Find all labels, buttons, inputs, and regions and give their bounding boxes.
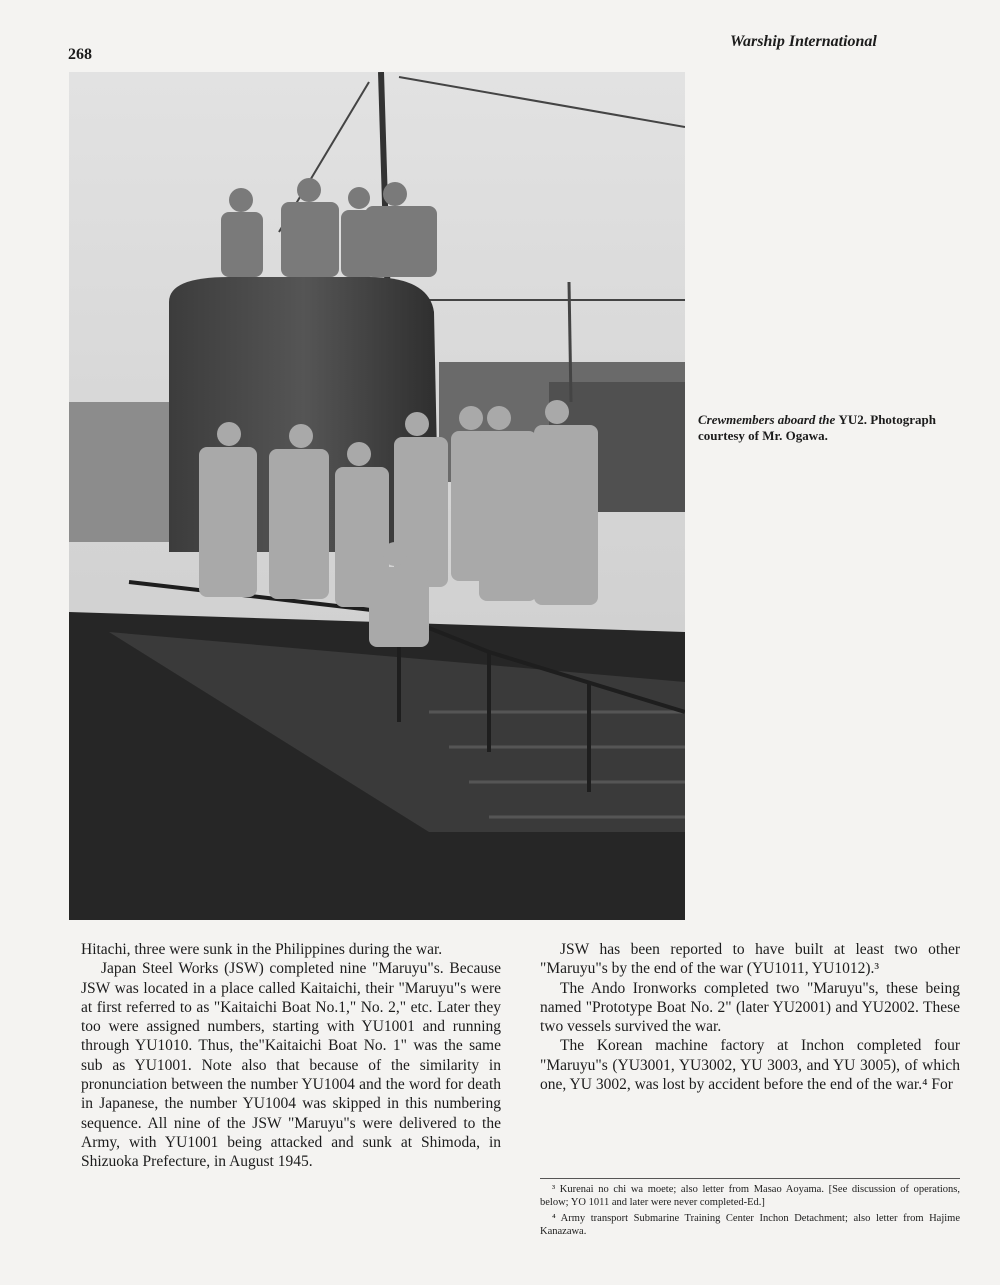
left-paragraph-1: Hitachi, three were sunk in the Philippines during the war. xyxy=(81,941,443,958)
page-number: 268 xyxy=(68,46,92,63)
caption-text-1: Crewmembers aboard the xyxy=(698,412,839,427)
photo-caption xyxy=(698,412,958,444)
photograph-submarine-crew-icon xyxy=(69,72,685,920)
right-paragraph-2: The Ando Ironworks completed two "Maruyu"s, these being named "Prototype Boat No. 2" (later YU2001) and YU2002. These two vessels survived the war. xyxy=(540,979,960,1036)
footnotes xyxy=(540,1178,960,1241)
footnote-4: ⁴ Army transport Submarine Training Center Inchon Detachment; also letter from Hajime Kanazawa. xyxy=(540,1213,960,1237)
right-column xyxy=(540,940,960,1094)
left-paragraph-2: Japan Steel Works (JSW) completed nine "Maruyu"s. Because JSW was located in a place called Kaitaichi, their "Maruyu"s were at first referred to as "Kaitaichi Boat No.1," No. 2," etc. Later they too were assigned numbers, starting with YU1001 and running through YU1010. Thus, the"Kaitaichi Boat No. 1" was the same sub as YU1001. Note also that because of the similarity in pronunciation between the number YU1004 and the word for death in Japanese, the number YU1004 was skipped in this numbering sequence. All nine of the JSW "Maruyu"s were delivered to the Army, with YU1001 being attacked and sunk at Shimoda, in Shizuoka Prefecture, in August 1945. xyxy=(81,960,501,1171)
right-paragraph-1: JSW has been reported to have built at least two other "Maruyu"s by the end of the war (YU1011, YU1012).³ xyxy=(540,941,960,978)
submarine-crew-photo xyxy=(69,72,685,920)
left-column xyxy=(81,940,501,1172)
footnote-divider xyxy=(540,1178,960,1179)
right-paragraph-3: The Korean machine factory at Inchon completed four "Maruyu"s (YU3001, YU3002, YU 3003, and YU 3005), of which one, YU 3002, was lost by accident before the end of the war.⁴ For xyxy=(540,1037,960,1094)
caption-ship-name: YU2. xyxy=(838,412,868,427)
footnote-3: ³ Kurenai no chi wa moete; also letter from Masao Aoyama. [See discussion of operations, below; YO 1011 and later were never completed-Ed.] xyxy=(540,1184,960,1208)
caption-text-2: Photograph courtesy of Mr. Ogawa. xyxy=(698,412,936,443)
journal-title: Warship International xyxy=(730,33,877,50)
